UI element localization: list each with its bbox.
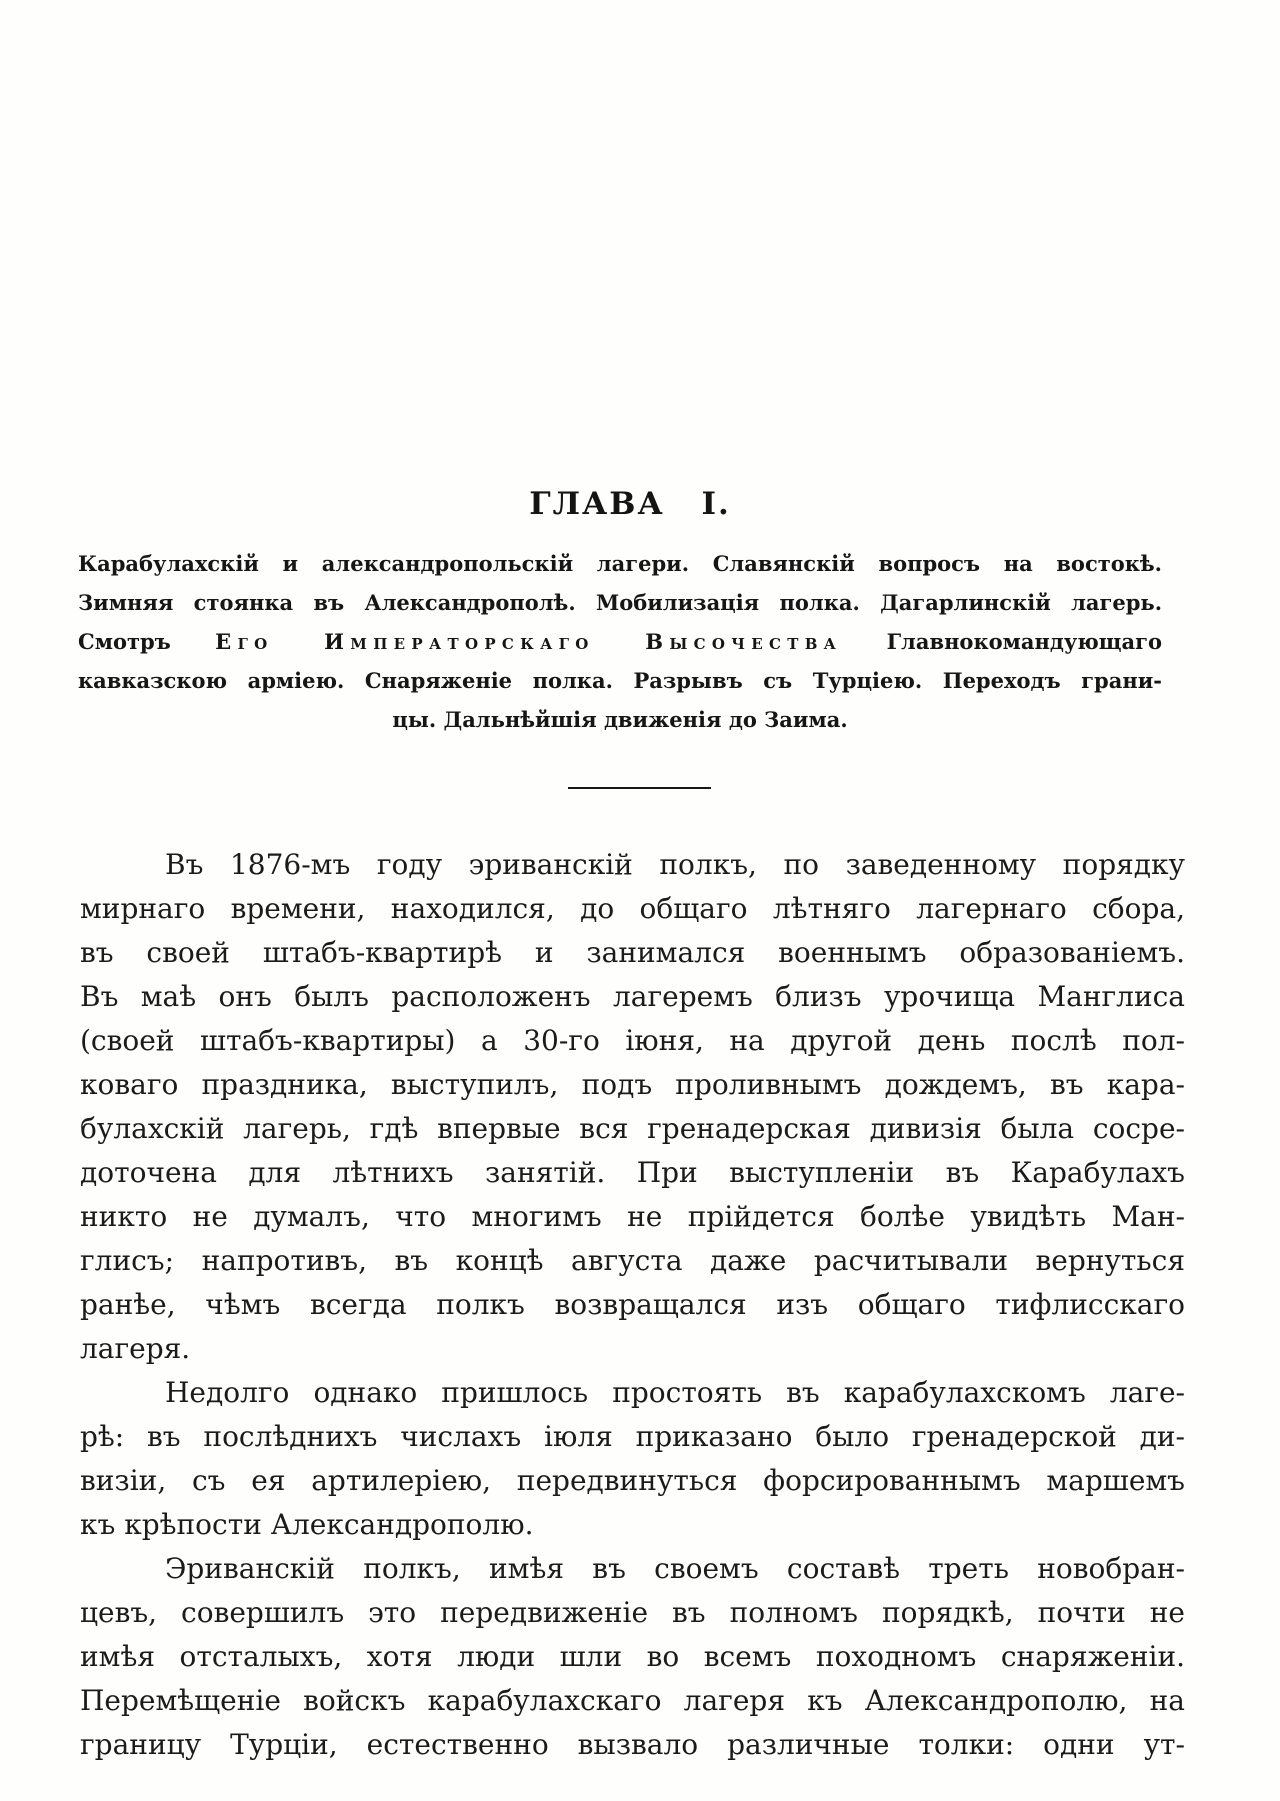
body-line: рѣ: въ послѣднихъ числахъ іюля приказано было гренадерской ди- — [80, 1420, 1185, 1453]
body-line: къ крѣпости Александрополю. — [80, 1508, 534, 1541]
summary-line-2: Зимняя стоянка въ Александрополѣ. Мобилизація полка. Дагарлинскій лагерь. — [78, 590, 1162, 615]
body-line: визіи, съ ея артилеріею, передвинуться форсированнымъ маршемъ — [80, 1464, 1185, 1497]
body-line: Въ маѣ онъ былъ расположенъ лагеремъ близъ урочища Манглиса — [80, 980, 1185, 1013]
body-line: въ своей штабъ-квартирѣ и занимался военнымъ образованіемъ. — [80, 936, 1185, 969]
body-text — [80, 843, 1185, 1767]
body-line: Недолго однако пришлось простоять въ карабулахскомъ лаге- — [165, 1376, 1185, 1409]
summary-line-1: Карабулахскій и александропольскій лагери. Славянскій вопросъ на востокѣ. — [78, 551, 1162, 576]
section-divider — [568, 787, 711, 789]
paragraph-1 — [80, 843, 1185, 1371]
summary-line-4: кавказскою арміею. Снаряженіе полка. Разрывъ съ Турціею. Переходъ грани- — [78, 668, 1162, 693]
imperial-title: Его Императорскаго Высочества — [215, 629, 843, 654]
chapter-heading: ГЛАВА I. — [529, 486, 731, 522]
body-line: лагеря. — [80, 1332, 191, 1365]
body-line: никто не думалъ, что многимъ не прійдется болѣе увидѣть Ман- — [80, 1200, 1185, 1233]
body-line: доточена для лѣтнихъ занятій. При выступленіи въ Карабулахъ — [80, 1156, 1185, 1189]
summary-line-3-suffix: Главнокомандующаго — [886, 629, 1163, 654]
body-line: (своей штабъ-квартиры) а 30-го іюня, на другой день послѣ пол- — [80, 1024, 1185, 1057]
body-line: Перемѣщеніе войскъ карабулахскаго лагеря къ Александрополю, на — [80, 1684, 1185, 1717]
paragraph-2 — [80, 1371, 1185, 1547]
body-line: цевъ, совершилъ это передвиженіе въ полномъ порядкѣ, почти не — [80, 1596, 1185, 1629]
body-line: глисъ; напротивъ, въ концѣ августа даже расчитывали вернуться — [80, 1244, 1185, 1277]
body-line: имѣя отсталыхъ, хотя люди шли во всемъ походномъ снаряженіи. — [80, 1640, 1185, 1673]
body-line: Въ 1876-мъ году эриванскій полкъ, по заведенному порядку — [165, 848, 1185, 881]
summary-line-3-prefix: Смотръ — [78, 629, 171, 654]
paragraph-3 — [80, 1547, 1185, 1767]
summary-line-3 — [78, 622, 1162, 661]
body-line: Эриванскій полкъ, имѣя въ своемъ составѣ треть новобран- — [165, 1552, 1185, 1585]
body-line: ранѣе, чѣмъ всегда полкъ возвращался изъ общаго тифлисскаго — [80, 1288, 1185, 1321]
body-line: булахскій лагерь, гдѣ впервые вся гренадерская дивизія была сосре- — [80, 1112, 1185, 1145]
body-line: границу Турціи, естественно вызвало различные толки: одни ут- — [80, 1728, 1185, 1761]
chapter-summary — [78, 544, 1162, 739]
body-line: мирнаго времени, находился, до общаго лѣтняго лагернаго сбора, — [80, 892, 1185, 925]
summary-line-5: цы. Дальнѣйшія движенія до Заима. — [392, 707, 848, 732]
body-line: коваго праздника, выступилъ, подъ проливнымъ дождемъ, въ кара- — [80, 1068, 1185, 1101]
